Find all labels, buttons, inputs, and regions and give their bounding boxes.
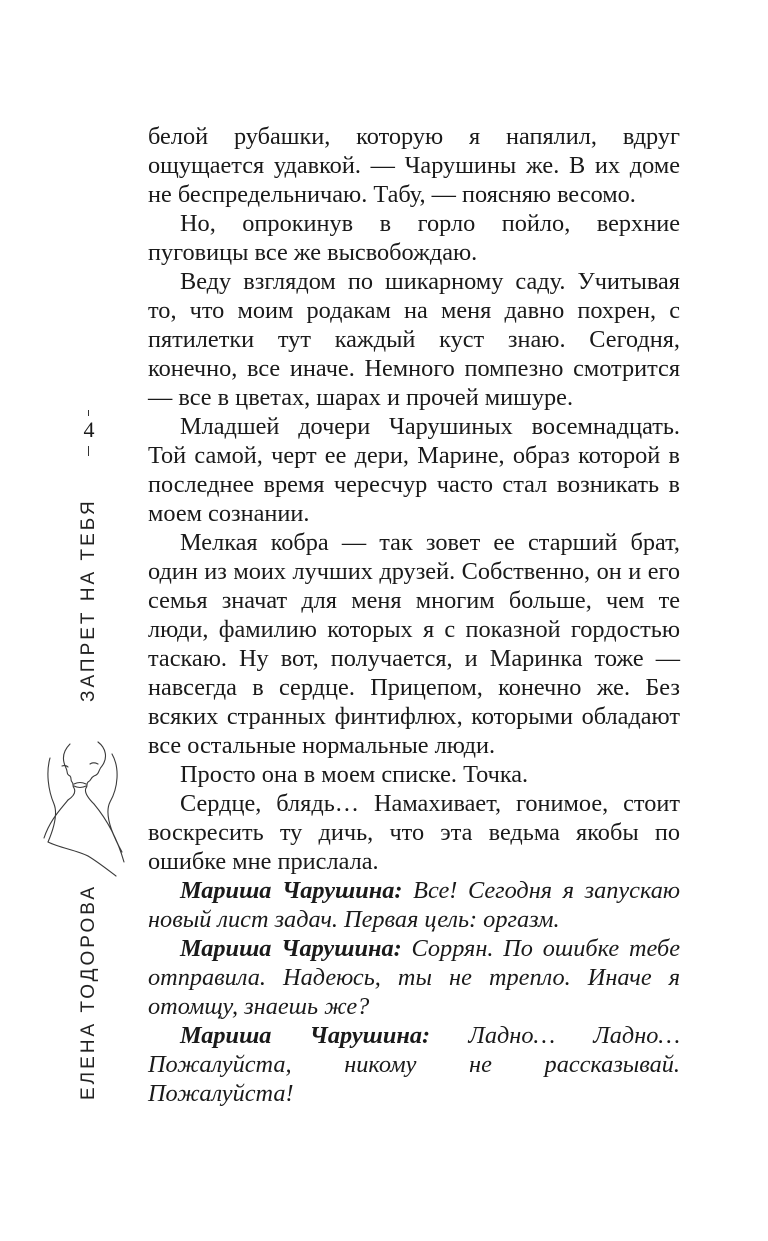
paragraph: Младшей дочери Чарушиных восемнадцать. Той самой, черт ее дери, Марине, образ которой в последнее время чересчур часто стал возникать в моем сознании.: [148, 413, 680, 527]
kissing-couple-sketch-icon: [32, 738, 132, 878]
message-text: Соррян. По ошибке тебе отправила. Надеюсь, ты не трепло. Иначе я отомщу, знаешь же?: [148, 935, 681, 1020]
chat-message: [148, 1021, 680, 1108]
running-title: ЗАПРЕТ НА ТЕБЯ: [78, 498, 99, 702]
message-sender: Мариша Чарушина:: [180, 935, 402, 962]
page-number-rule-top: [88, 410, 89, 416]
message-sender: Мариша Чарушина:: [180, 1022, 431, 1049]
chat-message: [148, 876, 680, 934]
paragraph: Просто она в моем списке. Точка.: [180, 761, 529, 788]
paragraph: Веду взглядом по шикарному саду. Учитывая то, что моим родакам на меня давно похрен, с пятилетки тут каждый куст знаю. Сегодня, конечно, все иначе. Немного помпезно смотрится — все в цветах, шарах и прочей мишуре.: [148, 268, 680, 411]
message-text: Ладно… Ладно… Пожалуйста, никому не рассказывай. Пожалуйста!: [148, 1022, 681, 1107]
author-name: ЕЛЕНА ТОДОРОВА: [78, 884, 99, 1100]
message-text: Все! Сегодня я запускаю новый лист задач. Первая цель: оргазм.: [148, 877, 681, 933]
page-number-rule-bottom: [88, 446, 89, 456]
paragraph: Мелкая кобра — так зовет ее старший брат, один из моих лучших друзей. Собственно, он и его семья значат для меня многим больше, чем те люди, фамилию которых я с показной гордостью таскаю. Ну вот, получается, и Маринка тоже — навсегда в сердце. Прицепом, конечно же. Без всяких странных финтифлюх, которыми обладают все остальные нормальные люди.: [148, 529, 680, 759]
paragraph: белой рубашки, которую я напялил, вдруг ощущается удавкой. — Чарушины же. В их доме не беспредельничаю. Табу, — поясняю весомо.: [148, 123, 680, 208]
page-number: 4: [83, 417, 95, 442]
page-margin: [0, 0, 140, 1241]
chat-message: [148, 934, 680, 1021]
message-sender: Мариша Чарушина:: [180, 877, 403, 904]
paragraph: Но, опрокинув в горло пойло, верхние пуговицы все же высвобождаю.: [148, 210, 680, 266]
paragraph: Сердце, блядь… Намахивает, гонимое, стоит воскресить ту дичь, что эта ведьма якобы по ошибке мне прислала.: [148, 790, 680, 875]
text-body: [148, 122, 680, 1108]
